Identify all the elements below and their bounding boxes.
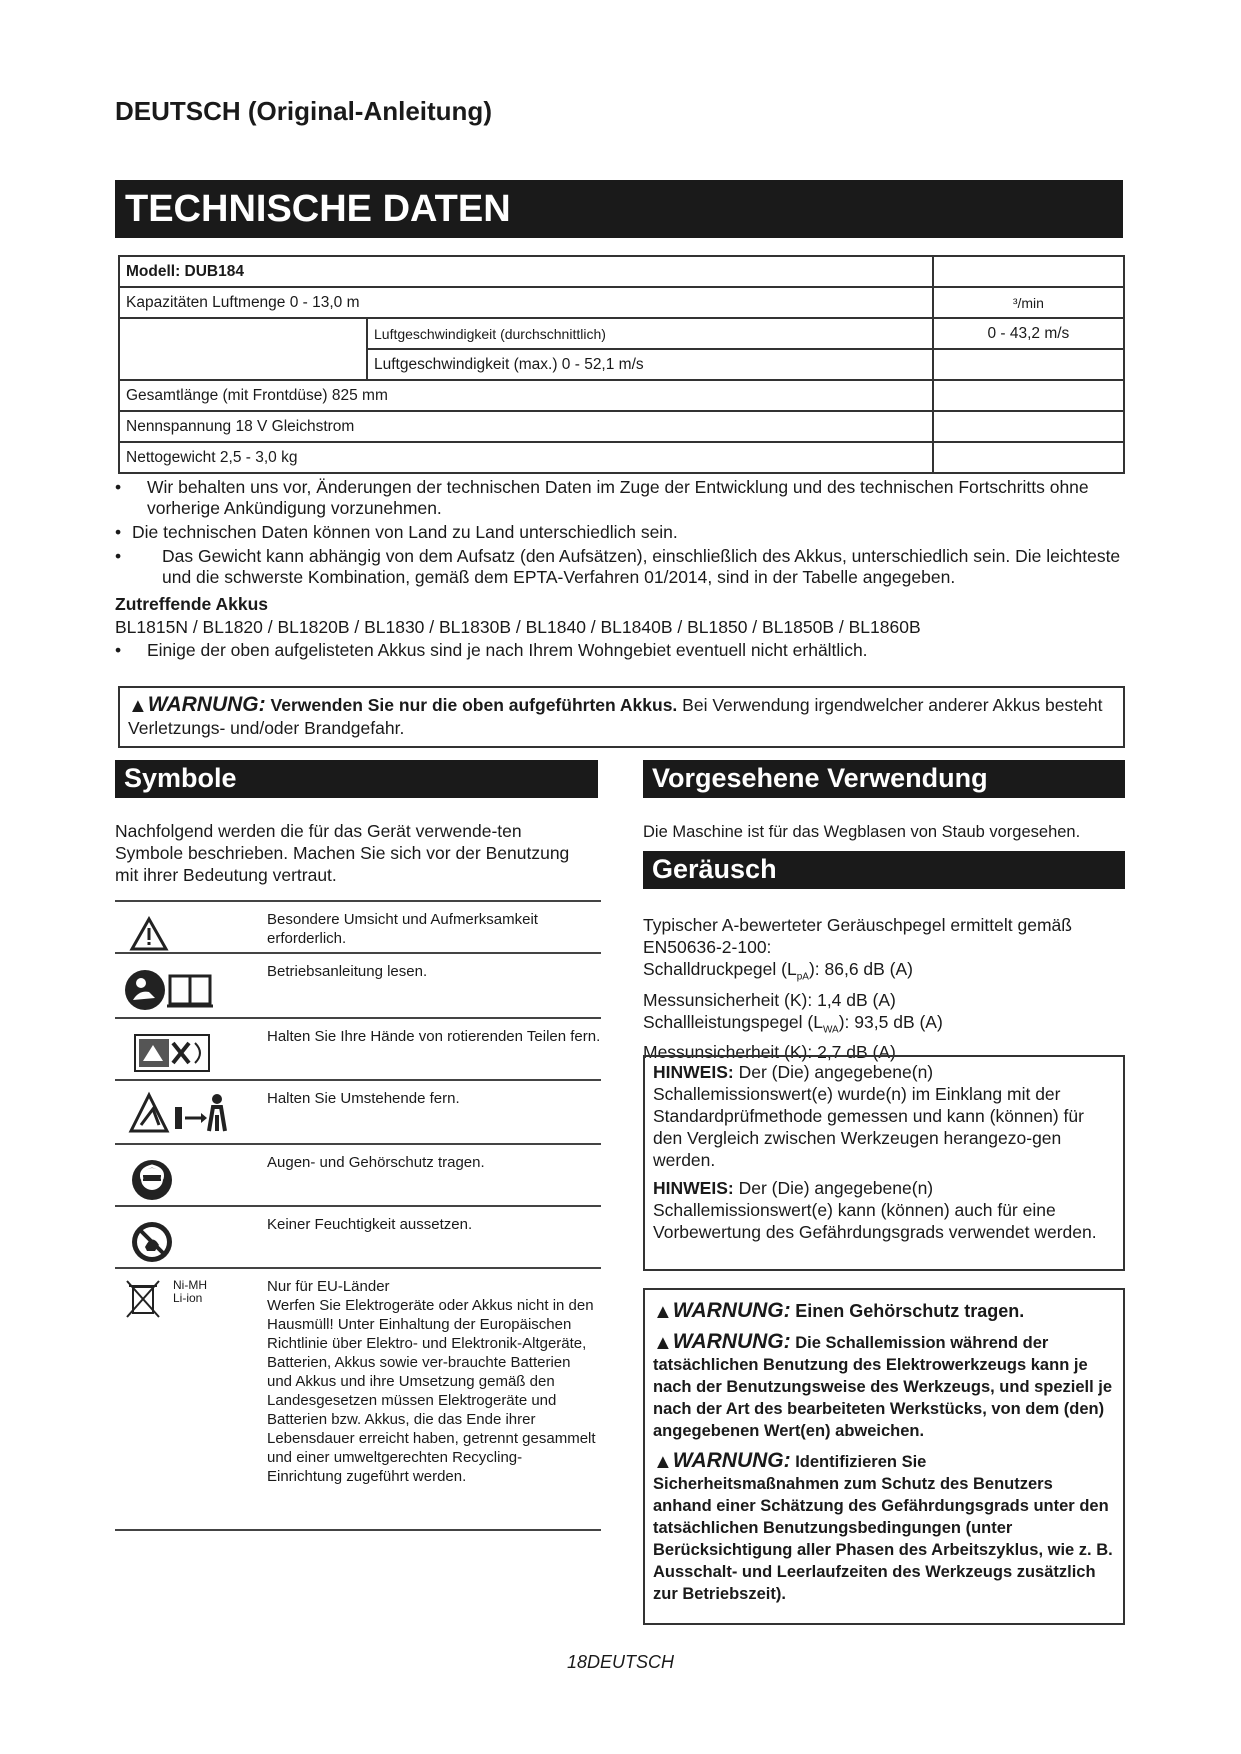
warning-triangle-icon xyxy=(129,916,169,952)
note-text: Wir behalten uns vor, Änderungen der technischen Daten im Zuge der Entwicklung und des technischen Fortschritts ohne vorherige Ankündigung vorzunehmen. xyxy=(147,477,1089,518)
weight-cell: Nettogewicht 2,5 - 3,0 kg xyxy=(119,442,933,473)
warning-word: WARNUNG: xyxy=(672,1330,791,1353)
max-speed-cell: Luftgeschwindigkeit (max.) 0 - 52,1 m/s xyxy=(367,349,933,380)
symbol-row xyxy=(115,1144,601,1206)
warning-triangle-icon: ▲ xyxy=(653,1451,673,1473)
empty-cell xyxy=(933,349,1124,380)
eu-text: Werfen Sie Elektrogeräte oder Akkus nicht in den Hausmüll! Unter Einhaltung der Europäischen Richtlinie über Elektro- und Elektronik-Altgeräte, Batterien, Akkus sowie ver-brauchte Batterien und Akkus und ihre Umsetzung gemäß den Landesgesetzen müssen Elektrogeräte und Batterien bzw. Akkus, die das Ende ihrer Lebensdauer erreicht haben, getrennt gesammelt und einer umweltgerechten Recycling-Einrichtung zugeführt werden. xyxy=(267,1297,596,1485)
eu-desc xyxy=(267,1268,601,1530)
noise-warning-1 xyxy=(653,1300,1115,1323)
lpa-label: Schalldruckpegel (L xyxy=(643,959,797,979)
sound-pressure-line xyxy=(643,958,1133,989)
tech-notes xyxy=(115,477,1125,664)
symbol-icon-cell xyxy=(115,1080,267,1144)
spec-row-voltage xyxy=(119,411,1124,442)
symbol-icon-cell xyxy=(115,1144,267,1206)
model-cell: Modell: DUB184 xyxy=(119,256,933,287)
page-footer: 18DEUTSCH xyxy=(566,1652,675,1672)
airflow-cell: Kapazitäten Luftmenge 0 - 13,0 m xyxy=(119,287,933,318)
lpa-sub: pA xyxy=(796,971,809,983)
notice-2 xyxy=(653,1177,1115,1243)
symbol-icon-cell xyxy=(115,1018,267,1080)
symbol-row-eu xyxy=(115,1268,601,1530)
voltage-cell: Nennspannung 18 V Gleichstrom xyxy=(119,411,933,442)
spacer-cell xyxy=(119,318,367,380)
symbol-desc: Besondere Umsicht und Aufmerksamkeit erforderlich. xyxy=(267,901,601,953)
empty-cell xyxy=(933,442,1124,473)
symbol-desc: Halten Sie Umstehende fern. xyxy=(267,1080,601,1144)
warning-text: Einen Gehörschutz tragen. xyxy=(795,1301,1025,1321)
symbol-icon-cell xyxy=(115,1268,267,1530)
warning-triangle-icon: ▲ xyxy=(128,695,148,717)
lwa-value: ): 93,5 dB (A) xyxy=(838,1011,943,1032)
batteries-heading: Zutreffende Akkus xyxy=(115,594,268,614)
noise-intro: Typischer A-bewerteter Geräuschpegel ermittelt gemäß EN50636-2-100: xyxy=(643,915,1072,957)
symbols-table xyxy=(115,900,601,1531)
empty-cell xyxy=(933,256,1124,287)
notice-word: HINWEIS: xyxy=(653,1062,734,1082)
noise-body xyxy=(643,914,1133,1063)
spec-table xyxy=(118,255,1125,474)
eu-title: Nur für EU-Länder xyxy=(267,1278,390,1295)
liion-label: Li-ion xyxy=(173,1291,203,1305)
usage-text: Die Maschine ist für das Wegblasen von Staub vorgesehen. xyxy=(643,823,1081,841)
note-item: • Wir behalten uns vor, Änderungen der technischen Daten im Zuge der Entwicklung und des technischen Fortschritts ohne vorherige Ankündigung vorzunehmen. xyxy=(115,477,1089,518)
note-item: • Die technischen Daten können von Land zu Land unterschiedlich sein. xyxy=(115,522,678,542)
battery-type-labels xyxy=(173,1279,207,1305)
symbol-desc: Keiner Feuchtigkeit aussetzen. xyxy=(267,1206,601,1268)
note-text: Das Gewicht kann abhängig von dem Aufsatz (den Aufsätzen), einschließlich des Akkus, unterschiedlich sein. Die leichteste und die schwerste Kombination, gemäß dem EPTA-Verfahren 01/2014, sind in der Tabelle angegeben. xyxy=(162,546,1121,587)
lwa-label: Schallleistungspegel (L xyxy=(643,1011,823,1032)
note-item: • Einige der oben aufgelisteten Akkus sind je nach Ihrem Wohngebiet eventuell nicht erhältlich. xyxy=(115,640,868,660)
notice-box xyxy=(643,1055,1125,1271)
nimh-label: Ni-MH xyxy=(173,1278,207,1292)
crossed-bin-icon xyxy=(123,1277,163,1321)
note-item: • Das Gewicht kann abhängig von dem Aufsatz (den Aufsätzen), einschließlich des Akkus, unterschiedlich sein. Die leichteste und die schwerste Kombination, gemäß dem EPTA-Verfahren 01/2014, sind in der Tabelle angegeben. xyxy=(115,546,1121,587)
keep-hands-away-icon xyxy=(133,1031,213,1075)
read-manual-icon xyxy=(121,966,221,1012)
symbol-icon-cell xyxy=(115,953,267,1018)
keep-bystanders-away-icon xyxy=(127,1091,237,1139)
batteries-note-text: Einige der oben aufgelisteten Akkus sind je nach Ihrem Wohngebiet eventuell nicht erhältlich. xyxy=(147,640,868,660)
symbol-row xyxy=(115,1206,601,1268)
notice-text: Der (Die) angegebene(n) Schallemissionswert(e) wurde(n) im Einklang mit der Standardprüfmethode gemessen und kann (können) für den Vergleich zwischen Werkzeugen herangezo-gen werden. xyxy=(653,1062,1084,1170)
warning-word: WARNUNG: xyxy=(147,693,266,716)
empty-cell xyxy=(933,411,1124,442)
batteries-list: BL1815N / BL1820 / BL1820B / BL1830 / BL1830B / BL1840 / BL1840B / BL1850 / BL1850B / BL1860B xyxy=(115,617,921,637)
spec-row-avg-speed xyxy=(119,318,1124,349)
warning-word: WARNUNG: xyxy=(672,1449,791,1472)
usage-banner: Vorgesehene Verwendung xyxy=(643,760,1125,798)
document-language-title: DEUTSCH (Original-Anleitung) xyxy=(115,96,492,126)
no-moisture-icon xyxy=(129,1219,175,1265)
notice-word: HINWEIS: xyxy=(653,1178,734,1198)
uncertainty-1: Messunsicherheit (K): 1,4 dB (A) xyxy=(643,989,896,1010)
symbol-row xyxy=(115,953,601,1018)
symbol-desc: Halten Sie Ihre Hände von rotierenden Teilen fern. xyxy=(267,1018,601,1080)
warning-text: Identifizieren Sie Sicherheitsmaßnahmen zum Schutz des Benutzers anhand einer Schätzung des Gefährdungsgrads unter den tatsächlichen Benutzungsbedingungen (unter Berücksichtigung aller Phasen des Arbeitszyklus, wie z. B. Ausschalt- und Leerlaufzeiten des Werkzeugs zusätzlich zur Betriebszeit). xyxy=(653,1453,1113,1603)
noise-warning-2 xyxy=(653,1331,1115,1442)
length-cell: Gesamtlänge (mit Frontdüse) 825 mm xyxy=(119,380,933,411)
symbols-banner: Symbole xyxy=(115,760,598,798)
spec-row-airflow xyxy=(119,287,1124,318)
noise-banner: Geräusch xyxy=(643,851,1125,889)
spec-row-length xyxy=(119,380,1124,411)
symbol-desc: Augen- und Gehörschutz tragen. xyxy=(267,1144,601,1206)
spec-row-model xyxy=(119,256,1124,287)
battery-warning-box xyxy=(118,686,1125,748)
avg-speed-label-cell: Luftgeschwindigkeit (durchschnittlich) xyxy=(367,318,933,349)
symbols-intro: Nachfolgend werden die für das Gerät verwende-ten Symbole beschrieben. Machen Sie sich vor der Benutzung mit ihrer Bedeutung vertraut. xyxy=(115,821,570,885)
warning-text: Die Schallemission während der tatsächlichen Benutzung des Elektrowerkzeugs kann je nach der Benutzungsweise des Werkzeugs, und speziell je nach der Art des bearbeiteten Werkstücks, von dem (den) angegebenen Wert(en) abweichen. xyxy=(653,1334,1113,1440)
eu-icon-group xyxy=(121,1277,267,1337)
empty-cell xyxy=(933,380,1124,411)
symbol-icon-cell xyxy=(115,1206,267,1268)
note-text: Die technischen Daten können von Land zu Land unterschiedlich sein. xyxy=(132,522,678,542)
avg-speed-value-cell: 0 - 43,2 m/s xyxy=(933,318,1124,349)
uncertainty-2: Messunsicherheit (K): 2,7 dB (A) xyxy=(643,1042,896,1062)
tech-data-banner: TECHNISCHE DATEN xyxy=(115,180,1123,238)
symbol-row xyxy=(115,1080,601,1144)
noise-warning-box xyxy=(643,1288,1125,1625)
warning-text: Bei Verwendung irgendwelcher anderer Akkus besteht Verletzungs- und/oder Brandgefahr. xyxy=(128,695,1103,738)
symbol-row xyxy=(115,901,601,953)
eye-ear-protection-icon xyxy=(129,1157,175,1203)
sound-power-line xyxy=(643,1011,1133,1042)
lwa-sub: WA xyxy=(822,1024,839,1035)
noise-warning-3 xyxy=(653,1450,1115,1605)
warning-triangle-icon: ▲ xyxy=(653,1332,673,1354)
warning-triangle-icon: ▲ xyxy=(653,1301,673,1323)
warning-word: WARNUNG: xyxy=(672,1299,791,1322)
symbol-desc: Betriebsanleitung lesen. xyxy=(267,953,601,1018)
airflow-unit-cell: ³/min xyxy=(933,287,1124,318)
lpa-value: ): 86,6 dB (A) xyxy=(808,959,914,979)
warning-bold-text: Verwenden Sie nur die oben aufgeführten Akkus. xyxy=(270,695,678,715)
notice-text: Der (Die) angegebene(n) Schallemissionswert(e) kann (können) auch für eine Vorbewertung des Gefährdungsgrads verwendet werden. xyxy=(653,1178,1097,1242)
symbol-row xyxy=(115,1018,601,1080)
notice-1 xyxy=(653,1061,1115,1171)
spec-row-weight xyxy=(119,442,1124,473)
symbol-icon-cell xyxy=(115,901,267,953)
